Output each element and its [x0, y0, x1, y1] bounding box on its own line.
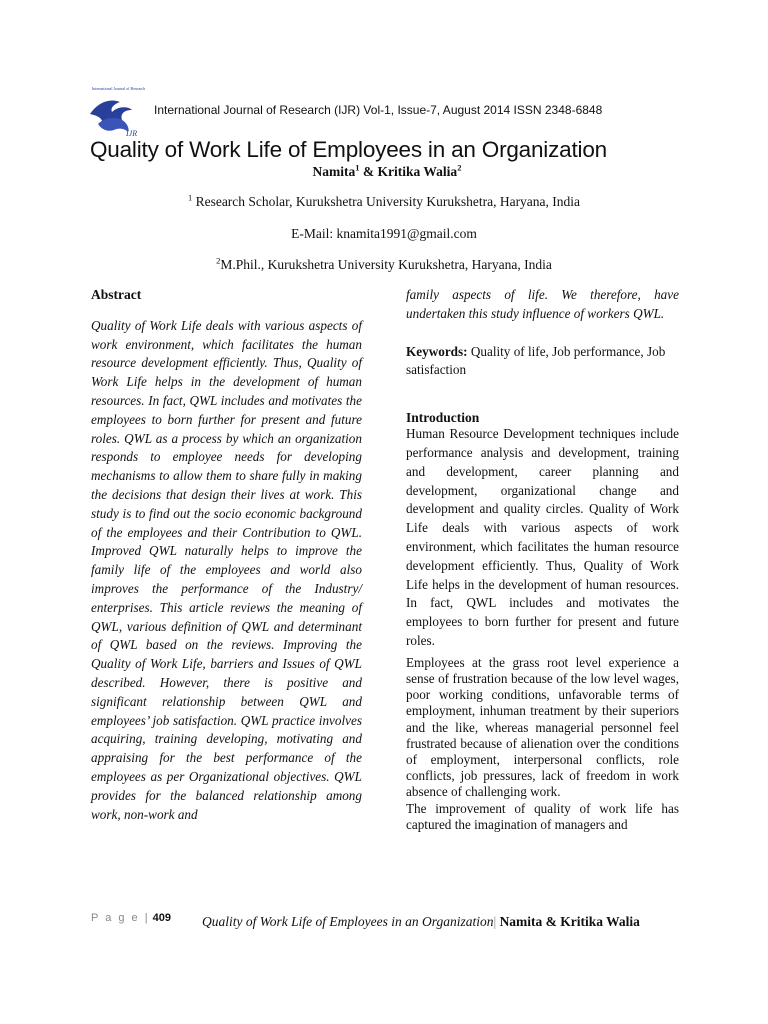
logo-caption: International Journal of Research	[92, 86, 146, 91]
affiliation-1-sup: 1	[187, 192, 193, 203]
introduction-para-2: Employees at the grass root level experience a sense of frustration because of the low level wages, poor working conditions, unfavorable terms of employment, inhuman treatment by their superiors and the like, whereas managerial personnel feel frustrated because of alienation over the conditions of employment, interpersonal conflicts, role conflicts, job pressures, lack of freedom in work absence of challenging work.	[406, 654, 679, 800]
running-title: Quality of Work Life of Employees in an Organization	[202, 914, 494, 929]
introduction-section	[406, 410, 679, 833]
introduction-para-3: The improvement of quality of work life has captured the imagination of managers and	[406, 800, 679, 832]
running-separator: |	[493, 914, 497, 929]
left-column	[91, 286, 362, 824]
keywords-text: Quality of life, Job performance, Job satisfaction	[406, 343, 666, 378]
running-footer	[202, 914, 640, 930]
page-separator: |	[144, 912, 148, 924]
author-2: Kritika Walia	[377, 164, 458, 179]
email: E-Mail: knamita1991@gmail.com	[291, 226, 477, 241]
page-number: 409	[152, 912, 172, 924]
journal-header: International Journal of Research (IJR) Vol-1, Issue-7, August 2014 ISSN 2348-6848	[154, 103, 603, 117]
page-label: P a g e	[91, 912, 140, 924]
abstract-text-left: Quality of Work Life deals with various aspects of work environment, which facilitates the human resource development efficiently. Thus, Quality of Work Life helps in the development of human resources. In fact, QWL includes and motivates the employees to born further for present and future roles. QWL as a process by which an organization responds to employee needs for developing mechanisms to allow them to share fully in making the decisions that design their lives at work. This study is to find out the socio economic background of the employees and their Contribution to QWL. Improved QWL naturally helps to improve the family life of the employees and world also improves the performance of the Industry/ enterprises. This article reviews the meaning of QWL, various definition of QWL and determinant of QWL based on the reviews. Improving the Quality of Work Life, barriers and Issues of QWL described. However, there is positive and significant relationship between QWL and employees’ job satisfaction. QWL practice involves acquiring, training developing, motivating and appraising for the best performance of the employees as per Organizational objectives. QWL provides for the balanced relationship among work, non-work and	[91, 317, 362, 822]
author-1: Namita	[312, 164, 356, 179]
affiliation-2-sup: 2	[216, 255, 221, 266]
authors	[0, 164, 768, 180]
author-1-sup: 1	[355, 162, 360, 173]
footer-page	[91, 912, 171, 924]
abstract-heading: Abstract	[91, 287, 142, 302]
right-column	[406, 286, 679, 833]
running-authors: Namita & Kritika Walia	[496, 914, 640, 929]
journal-logo	[84, 84, 148, 138]
affiliation-1	[0, 194, 768, 210]
keywords-label: Keywords:	[406, 343, 468, 359]
author-separator: &	[359, 164, 378, 179]
author-2-sup: 2	[457, 162, 462, 173]
paper-title: Quality of Work Life of Employees in an Organization	[90, 137, 607, 162]
affiliation-2-text: M.Phil., Kurukshetra University Kurukshetra, Haryana, India	[220, 257, 552, 272]
introduction-heading: Introduction	[406, 410, 480, 426]
abstract-text-right: family aspects of life. We therefore, have undertaken this study influence of workers QWL.	[406, 287, 679, 321]
introduction-para-1: Human Resource Development techniques include performance analysis and development, training and development, career planning and development, organizational change and development and quality circles. Quality of Work Life deals with various aspects of work environment, which facilitates the human resource development efficiently. Thus, Quality of Work Life helps in the development of human resources. In fact, QWL includes and motivates the employees to born further for present and future roles.	[406, 426, 679, 648]
affiliation-2	[0, 257, 768, 273]
affiliation-1-text: Research Scholar, Kurukshetra University Kurukshetra, Haryana, India	[192, 194, 581, 209]
logo-abbr: IJR	[126, 129, 138, 138]
keywords	[406, 343, 679, 381]
